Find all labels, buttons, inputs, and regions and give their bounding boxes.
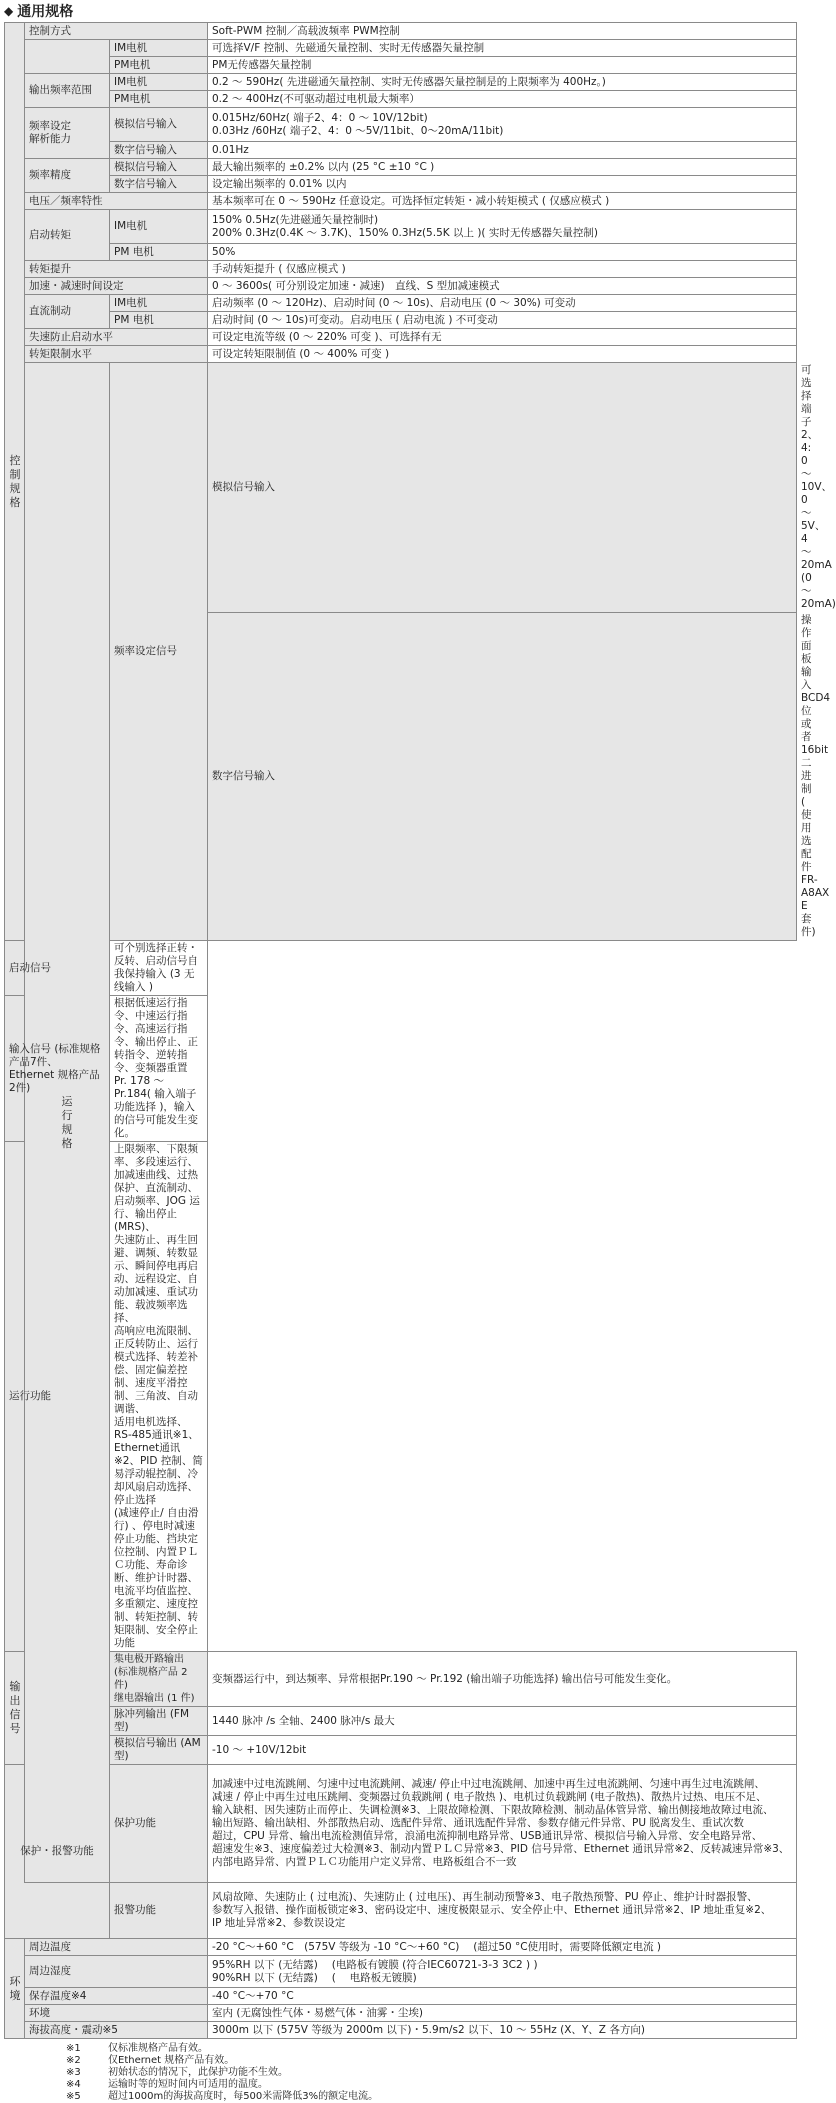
table-row [5,295,797,312]
table-row [5,244,797,261]
row-value: 0.2 ～ 400Hz(不可驱动超过电机最大频率） [208,91,797,108]
table-row [5,346,797,363]
table-row [5,108,797,142]
table-row [5,193,797,210]
row-value: 启动时间 (0 ～ 10s)可变动。启动电压 ( 启动电流 ) 不可变动 [208,312,797,329]
row-value: 加减速中过电流跳闸、匀速中过电流跳闸、减速/ 停止中过电流跳闸、加速中再生过电流跳闸、匀速中再生过电流跳闸、 减速 / 停止中再生过电压跳闸、变频器过负载跳闸 ( 电子散热 )、电机过负载跳闸 (电子散热)、散热片过热、电压不足、 输入缺相、因失速防止而停止、失调检测※3、上限故障检测、下限故障检测、制动晶体管异常、输出侧接地故障过电流、 输出短路、输出缺相、外部散热启动、选配件异常、通讯选配件异常、参数存储元件异常、PU 脱离发生、重试次数 超过，CPU 异常、输出电流检测值异常，浪涌电流抑制电路异常、USB通讯异常、模拟信号输入异常、安全电路异常、 超速发生※3、速度偏差过大检测※3、制动内置ＰＬＣ异常※3、PID 信号异常、Ethernet 通讯异常※2、反转减速异常※3、 内部电路异常、内置ＰＬＣ功能用户定义异常、电路板组合不一致 [208,1765,797,1883]
row-label: 频率设定 解析能力 [25,108,110,159]
table-row [5,1765,797,1883]
table-row [5,278,797,295]
row-value: 1440 脉冲 /s 全轴、2400 脉冲/s 最大 [208,1707,797,1736]
table-row [5,159,797,176]
row-value: 设定输出频率的 0.01% 以内 [208,176,797,193]
row-value: 50% [208,244,797,261]
row-label: 直流制动 [25,295,110,329]
row-value: 0.015Hz/60Hz( 端子2、4：0 ～ 10V/12bit) 0.03Hz /60Hz( 端子2、4：0 ～5V/11bit、0～20mA/11bit) [208,108,797,142]
row-label: PM 电机 [110,312,208,329]
row-value: 手动转矩提升 ( 仅感应模式 ) [208,261,797,278]
table-row [5,329,797,346]
table-row [5,142,797,159]
row-label: 模拟信号输入 [110,159,208,176]
footnote: ※4 运输时等的短时间内可适用的温度。 [66,2079,268,2090]
table-row [5,312,797,329]
row-value: -10 ～ +10V/12bit [208,1736,797,1765]
row-value: -40 °C～+70 °C [208,1988,797,2005]
table-row [5,1142,797,1652]
table-row [5,40,797,57]
row-value: 最大输出频率的 ±0.2% 以内 (25 °C ±10 °C ) [208,159,797,176]
footnote: ※1 仅标准规格产品有效。 [66,2043,208,2054]
row-label: 数字信号输入 [208,613,797,941]
table-row [5,2022,797,2039]
footnote: ※3 初始状态的情况下，此保护功能不生效。 [66,2067,288,2078]
footnote: ※5 超过1000m的海拔高度时，每500米需降低3%的额定电流。 [66,2091,379,2102]
table-row [5,261,797,278]
row-label: 报警功能 [110,1883,208,1939]
table-row [5,1736,797,1765]
row-value: 0.2 ～ 590Hz( 先进磁通矢量控制、实时无传感器矢量控制是的上限频率为 400Hz。) [208,74,797,91]
table-row: 运行规格 频率设定信号 模拟信号输入 可选择端子 2、4: 0 ～ 10V、0 ～ 5V、4 ～ 20mA (0 ～ 20mA) [5,363,797,613]
row-value: 可设定转矩限制值 (0 ～ 400% 可变 ) [208,346,797,363]
category-control: 控制规格 [5,23,25,941]
row-label: 转矩限制水平 [25,346,208,363]
row-label: 启动信号 [5,941,110,996]
row-label: 脉冲列输出 (FM 型) [110,1707,208,1736]
row-label: 电压／频率特性 [25,193,208,210]
row-label: 海拔高度・震动※5 [25,2022,208,2039]
row-label: 数字信号输入 [110,142,208,159]
row-value: 0.01Hz [208,142,797,159]
row-label: PM电机 [110,91,208,108]
table-row [5,74,797,91]
table-row [5,1956,797,1988]
row-value: PM无传感器矢量控制 [208,57,797,74]
category-operation: 运行规格 [25,363,110,1883]
row-value: 基本频率可在 0 ～ 590Hz 任意设定。可选择恒定转矩・减小转矩模式 ( 仅感应模式 ) [208,193,797,210]
section-title-text: 通用规格 [17,4,74,20]
table-row [5,996,797,1142]
row-value: 根据低速运行指令、中速运行指令、高速运行指令、输出停止、正转指令、逆转指令、变频器重置 Pr. 178 ～ Pr.184( 输入端子功能选择 )，输入的信号可能发生变化。 [110,996,208,1142]
row-value: 可个别选择正转・反转、启动信号自我保持输入 (3 无线输入 ) [110,941,208,996]
row-label: IM电机 [110,74,208,91]
row-label: 模拟信号输入 [110,108,208,142]
table-row [5,1652,797,1707]
row-value: 150% 0.5Hz(先进磁通矢量控制时) 200% 0.3Hz(0.4K ～ 3.7K)、150% 0.3Hz(5.5K 以上 )( 实时无传感器矢量控制) [208,210,797,244]
row-value: 3000m 以下 (575V 等级为 2000m 以下)・5.9m/s2 以下、10 ～ 55Hz (X、Y、Z 各方向) [208,2022,797,2039]
row-value: 95%RH 以下 (无结露) (电路板有镀膜 (符合IEC60721-3-3 3C2 ) ) 90%RH 以下 (无结露) ( 电路板无镀膜) [208,1956,797,1988]
row-label: 加速・减速时间设定 [25,278,208,295]
row-label: 频率精度 [25,159,110,193]
row-value: 可设定电流等级 (0 ～ 220% 可变 )、可选择有无 [208,329,797,346]
footnote: ※2 仅Ethernet 规格产品有效。 [66,2055,235,2066]
row-value: 变频器运行中，到达频率、异常根据Pr.190 ～ Pr.192 (输出端子功能选择) 输出信号可能发生变化。 [208,1652,797,1707]
row-label: 模拟信号输入 [208,363,797,613]
row-value: Soft-PWM 控制／高载波频率 PWM控制 [208,23,797,40]
table-row [5,57,797,74]
table-row [5,210,797,244]
table-row [5,941,797,996]
table-row [5,23,797,40]
table-row: 数字信号输入 操作面板输入BCD4 位或者16bit 二进制( 使用选配件FR-A8AX E 套件) [5,613,797,941]
row-value: 启动频率 (0 ～ 120Hz)、启动时间 (0 ～ 10s)、启动电压 (0 ～ 30%) 可变动 [208,295,797,312]
table-row [5,176,797,193]
row-label: PM 电机 [110,244,208,261]
footnotes [66,2043,800,2103]
section-title [0,0,800,22]
row-label: IM电机 [110,295,208,312]
row-label: 环境 [25,2005,208,2022]
row-label: 周边湿度 [25,1956,208,1988]
row-value: 上限频率、下限频率、多段速运行、加减速曲线、过热保护、直流制动、启动频率、JOG 运行、输出停止(MRS)、 失速防止、再生回避、调频、转数显示、瞬间停电再启动、远程设定、自动加减速、重试功能、载波频率选择、 高响应电流限制、正反转防止、运行模式选择、转差补偿、固定偏差控制、速度平滑控制、三角波、自动调谐、 适用电机选择、RS-485通讯※1、Ethernet通讯※2、PID 控制、简易浮动辊控制、冷却风扇启动选择、停止选择 (减速停止/ 自由滑行) 、停电时减速停止功能、挡块定位控制、内置ＰＬＣ功能、寿命诊断、维护计时器、 电流平均值监控、多重额定、速度控制、转矩控制、转矩限制、安全停止功能 [110,1142,208,1652]
table-row [5,1939,797,1956]
row-label: 集电极开路输出 (标准规格产品 2 件) 继电器输出 (1 件) [110,1652,208,1707]
row-value: 风扇故障、失速防止 ( 过电流)、失速防止 ( 过电压)、再生制动预警※3、电子散热预警、PU 停止、维护计时器报警、 参数写入报错、操作面板锁定※3、密码设定中、速度极限显示、安全停止中、Ethernet 通讯异常※2、IP 地址重复※2、 IP 地址异常※2、参数误设定 [208,1883,797,1939]
row-label: 周边温度 [25,1939,208,1956]
row-label: IM电机 [110,210,208,244]
row-label: 数字信号输入 [110,176,208,193]
row-label: 控制方式 [25,23,208,40]
table-row [5,2005,797,2022]
row-label: 启动转矩 [25,210,110,261]
row-value: 室内 (无腐蚀性气体・易燃气体・油雾・尘埃) [208,2005,797,2022]
row-label: 输出频率范围 [25,74,110,108]
row-value: 0 ～ 3600s( 可分别设定加速・减速) 直线、S 型加减速模式 [208,278,797,295]
row-label: 频率设定信号 [110,363,208,941]
table-row [5,91,797,108]
row-label: 保存温度※4 [25,1988,208,2005]
table-row [5,1883,797,1939]
category-environment: 环境 [5,1939,25,2039]
output-signal-vertical: 输出信号 [5,1652,25,1765]
row-label: 转矩提升 [25,261,208,278]
diamond-icon: ◆ [4,4,14,18]
row-label: PM电机 [110,57,208,74]
row-label: 模拟信号输出 (AM型) [110,1736,208,1765]
row-label: IM电机 [110,40,208,57]
table-row [5,1988,797,2005]
table-row [5,1707,797,1736]
row-value: -20 °C～+60 °C (575V 等级为 -10 °C～+60 °C) (超过50 °C使用时，需要降低额定电流 ) [208,1939,797,1956]
category-protection: 保护・报警功能 [5,1765,110,1939]
row-label: 保护功能 [110,1765,208,1883]
spec-table [4,22,836,2039]
row-label: 输入信号 (标准规格产品7件、 Ethernet 规格产品2件) [5,996,110,1142]
row-label: 失速防止启动水平 [25,329,208,346]
row-label: 运行功能 [5,1142,110,1652]
row-value: 可选择V/F 控制、先磁通矢量控制、实时无传感器矢量控制 [208,40,797,57]
